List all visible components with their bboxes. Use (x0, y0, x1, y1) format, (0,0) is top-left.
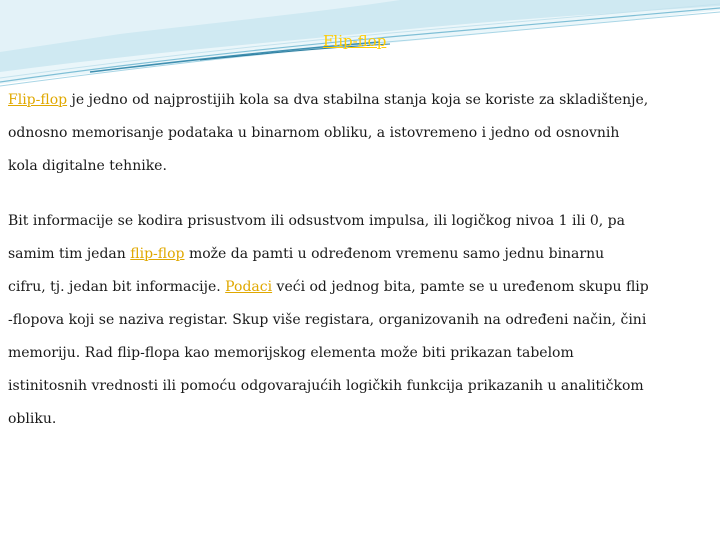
text-segment: veći od jednog bita, pamte se u uređenom skupu flip (272, 279, 649, 295)
text-line (8, 304, 714, 337)
text-line (8, 403, 714, 436)
text-segment: može da pamti u određenom vremenu samo jednu binarnu (184, 246, 605, 262)
slide-title[interactable]: Flip-flop (323, 32, 387, 50)
podaci-link[interactable]: Podaci (225, 279, 273, 295)
text-line (8, 370, 714, 403)
text-line (8, 271, 714, 304)
text-segment: istinitosnih vrednosti ili pomoću odgovarajućih logičkih funkcija prikazanih u analitičkom (8, 378, 644, 394)
text-line (8, 238, 714, 271)
text-line (8, 205, 714, 238)
text-line (8, 150, 714, 183)
body-text (8, 84, 714, 436)
paragraph (8, 205, 714, 436)
text-line (8, 84, 714, 117)
text-line (8, 117, 714, 150)
text-segment: obliku. (8, 411, 57, 427)
text-segment: je jedno od najprostijih kola sa dva stabilna stanja koja se koriste za skladištenje, (67, 92, 649, 108)
text-line (8, 337, 714, 370)
paragraph (8, 84, 714, 183)
text-segment: cifru, tj. jedan bit informacije. (8, 279, 226, 295)
flip-flop-link[interactable]: flip-flop (130, 246, 185, 262)
text-segment: samim tim jedan (8, 246, 131, 262)
text-segment: odnosno memorisanje podataka u binarnom obliku, a istovremeno i jedno od osnovnih (8, 125, 620, 141)
text-segment: kola digitalne tehnike. (8, 158, 167, 174)
text-segment: Bit informacije se kodira prisustvom ili odsustvom impulsa, ili logičkog nivoa 1 ili 0, pa (8, 213, 625, 229)
text-segment: -flopova koji se naziva registar. Skup više registara, organizovanih na određeni način, čini (8, 312, 647, 328)
text-segment: memoriju. Rad flip-flopa kao memorijskog elementa može biti prikazan tabelom (8, 345, 574, 361)
flip-flop-link[interactable]: Flip-flop (8, 92, 68, 108)
